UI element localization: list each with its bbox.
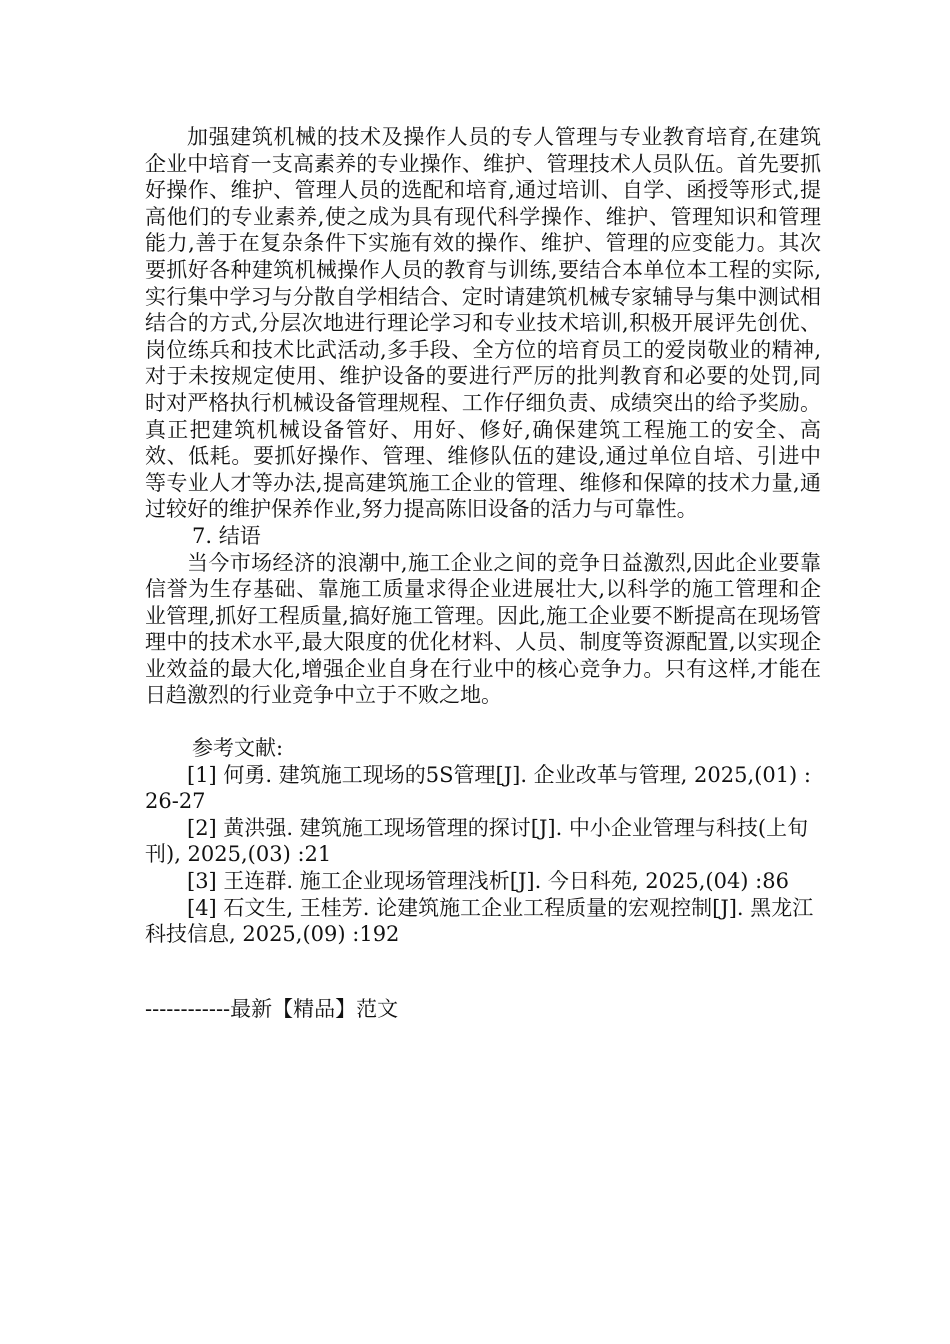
reference-item: [2] 黄洪强. 建筑施工现场管理的探讨[J]. 中小企业管理与科技(上旬刊), 2025,(03) :21 [145,815,809,867]
reference-item: [3] 王连群. 施工企业现场管理浅析[J]. 今日科苑, 2025,(04) :86 [187,869,789,894]
body-paragraph: 加强建筑机械的技术及操作人员的专人管理与专业教育培育,在建筑企业中培育一支高素养的专业操作、维护、管理技术人员队伍。首先要抓好操作、维护、管理人员的选配和培育,通过培训、自学、函授等形式,提高他们的专业素养,使之成为具有现代科学操作、维护、管理知识和管理能力,善于在复杂条件下实施有效的操作、维护、管理的应变能力。其次要抓好各种建筑机械操作人员的教育与训练,要结合本单位本工程的实际,实行集中学习与分散自学相结合、定时请建筑机械专家辅导与集中测试相结合的方式,分层次地进行理论学习和专业技术培训,积极开展评先创优、岗位练兵和技术比武活动,多手段、全方位的培育员工的爱岗敬业的精神,对于未按规定使用、维护设备的要进行严厉的批判教育和必要的处罚,同时对严格执行机械设备管理规程、工作仔细负责、成绩突出的给予奖励。真正把建筑机械设备管好、用好、修好,确保建筑工程施工的安全、高效、低耗。要抓好操作、管理、维修队伍的建设,通过单位自培、引进中等专业人才等办法,提高建筑施工企业的管理、维修和保障的技术力量,通过较好的维护保养作业,努力提高陈旧设备的活力与可靠性。 [145,125,821,522]
body-paragraph: 当今市场经济的浪潮中,施工企业之间的竞争日益激烈,因此企业要靠信誉为生存基础、靠施工质量求得企业进展壮大,以科学的施工管理和企业管理,抓好工程质量,搞好施工管理。因此,施工企业要不断提高在现场管理中的技术水平,最大限度的优化材料、人员、制度等资源配置,以实现企业效益的最大化,增强企业自身在行业中的核心竞争力。只有这样,才能在日趋激烈的行业竞争中立于不败之地。 [145,550,821,708]
reference-item: [4] 石文生, 王桂芳. 论建筑施工企业工程质量的宏观控制[J]. 黑龙江科技信息, 2025,(09) :192 [145,895,814,947]
reference-item: [1] 何勇. 建筑施工现场的5S管理[J]. 企业改革与管理, 2025,(01) :26-27 [145,762,811,814]
footer-text: ------------最新【精品】范文 [145,997,399,1021]
section-heading: 7. 结语 [192,523,261,548]
document-body [145,124,821,948]
references-list [145,762,821,948]
references-title: 参考文献: [192,736,284,761]
